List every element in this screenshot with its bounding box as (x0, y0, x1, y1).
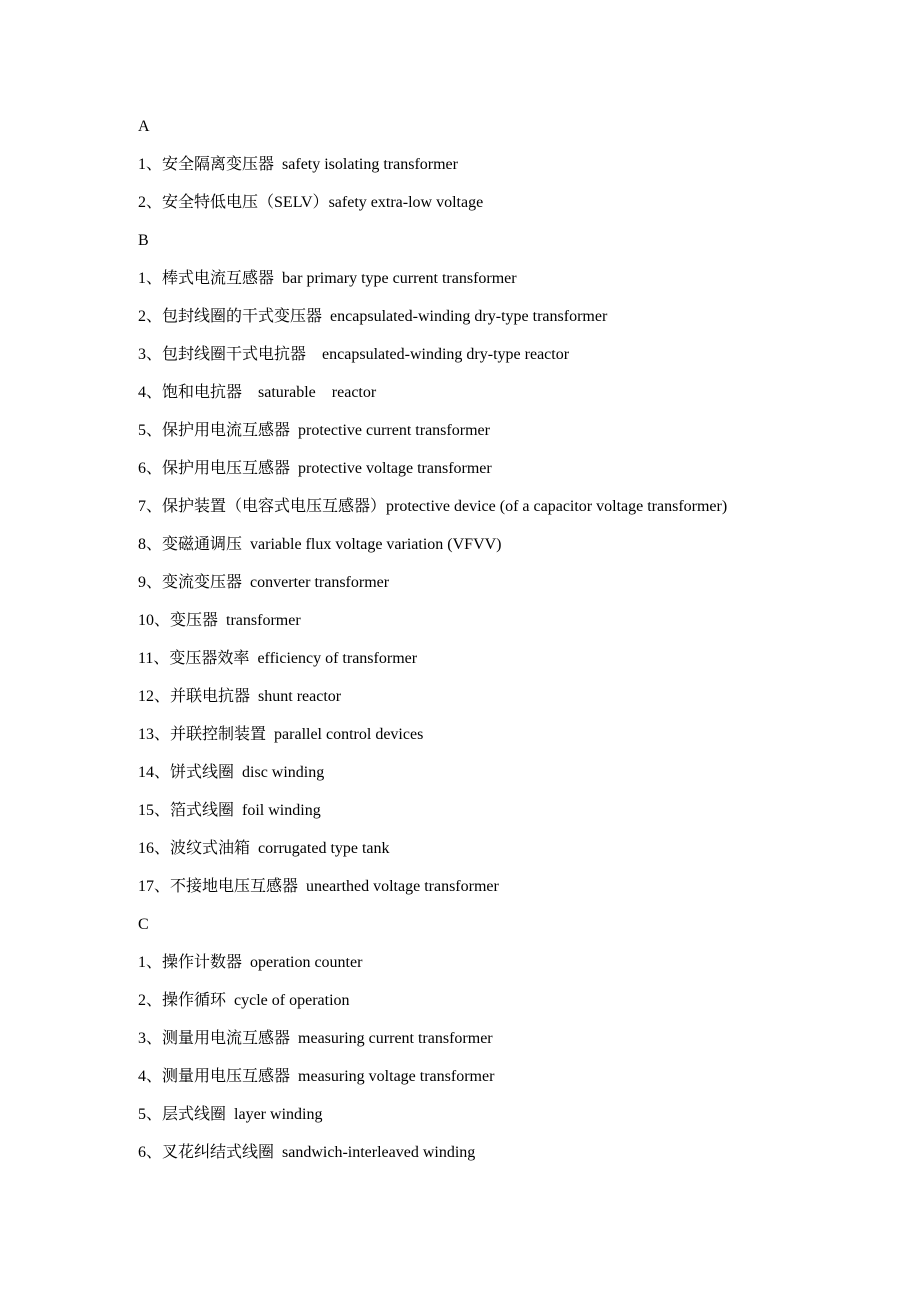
term-chinese: 饱和电抗器 (162, 384, 243, 401)
term-english: efficiency of transformer (257, 650, 418, 667)
term-row (138, 184, 860, 222)
term-row (138, 1096, 860, 1134)
term-row (138, 488, 860, 526)
term-number: 2、 (138, 992, 163, 1009)
term-row (138, 260, 860, 298)
term-number: 2、 (138, 308, 163, 325)
term-number: 13、 (138, 726, 171, 743)
term-separator (218, 612, 226, 629)
term-number: 5、 (138, 1106, 163, 1123)
term-english: protective voltage transformer (298, 460, 492, 477)
term-separator (234, 802, 242, 819)
term-row (138, 754, 860, 792)
term-chinese: 饼式线圈 (170, 764, 235, 781)
term-english: operation counter (250, 954, 363, 971)
term-chinese: 安全特低电压（SELV） (162, 194, 329, 211)
glossary-list (138, 108, 860, 1172)
term-number: 1、 (138, 156, 163, 173)
term-number: 1、 (138, 270, 163, 287)
term-separator (322, 308, 330, 325)
term-row (138, 1134, 860, 1172)
term-number: 1、 (138, 954, 163, 971)
term-chinese: 测量用电压互感器 (162, 1068, 291, 1085)
term-row (138, 716, 860, 754)
term-english: protective device (of a capacitor voltage transformer) (386, 498, 728, 515)
term-english: unearthed voltage transformer (306, 878, 499, 895)
term-english: cycle of operation (234, 992, 350, 1009)
term-separator (306, 346, 322, 363)
term-english: protective current transformer (298, 422, 490, 439)
term-row (138, 146, 860, 184)
term-row (138, 944, 860, 982)
term-english: shunt reactor (258, 688, 342, 705)
term-number: 10、 (138, 612, 171, 629)
term-english: corrugated type tank (258, 840, 390, 857)
term-number: 15、 (138, 802, 171, 819)
term-chinese: 包封线圈干式电抗器 (162, 346, 307, 363)
term-separator (290, 422, 298, 439)
term-number: 3、 (138, 1030, 163, 1047)
section-letter: B (138, 232, 149, 249)
term-separator (274, 156, 282, 173)
term-english: sandwich-interleaved winding (282, 1144, 476, 1161)
term-row (138, 1020, 860, 1058)
section-letter: C (138, 916, 149, 933)
term-chinese: 测量用电流互感器 (162, 1030, 291, 1047)
term-number: 17、 (138, 878, 171, 895)
term-separator (250, 840, 258, 857)
term-english: encapsulated-winding dry-type reactor (322, 346, 570, 363)
term-number: 7、 (138, 498, 163, 515)
term-english: encapsulated-winding dry-type transformer (330, 308, 608, 325)
term-row (138, 298, 860, 336)
term-number: 3、 (138, 346, 163, 363)
term-number: 11、 (138, 650, 170, 667)
term-separator (298, 878, 306, 895)
term-english: variable flux voltage variation (VFVV) (250, 536, 502, 553)
term-number: 8、 (138, 536, 163, 553)
term-chinese: 箔式线圈 (170, 802, 235, 819)
term-chinese: 保护装置（电容式电压互感器） (162, 498, 387, 515)
term-separator (290, 460, 298, 477)
term-chinese: 保护用电压互感器 (162, 460, 291, 477)
term-number: 9、 (138, 574, 163, 591)
term-english: disc winding (242, 764, 325, 781)
term-chinese: 安全隔离变压器 (162, 156, 275, 173)
term-english: converter transformer (250, 574, 390, 591)
term-english: parallel control devices (274, 726, 424, 743)
term-separator (234, 764, 242, 781)
term-row (138, 868, 860, 906)
term-number: 6、 (138, 1144, 163, 1161)
term-row (138, 412, 860, 450)
term-english: measuring voltage transformer (298, 1068, 495, 1085)
term-row (138, 564, 860, 602)
term-chinese: 变压器 (170, 612, 219, 629)
term-separator (226, 992, 234, 1009)
term-number: 4、 (138, 384, 163, 401)
term-english: safety isolating transformer (282, 156, 458, 173)
term-english: foil winding (242, 802, 321, 819)
term-separator (266, 726, 274, 743)
term-separator (242, 954, 250, 971)
term-number: 4、 (138, 1068, 163, 1085)
term-separator (290, 1030, 298, 1047)
term-row (138, 830, 860, 868)
term-number: 6、 (138, 460, 163, 477)
term-chinese: 层式线圈 (162, 1106, 227, 1123)
term-english: measuring current transformer (298, 1030, 493, 1047)
term-row (138, 678, 860, 716)
term-english: transformer (226, 612, 301, 629)
term-number: 16、 (138, 840, 171, 857)
term-row (138, 640, 860, 678)
term-chinese: 叉花纠结式线圈 (162, 1144, 275, 1161)
term-english: safety extra-low voltage (328, 194, 484, 211)
term-row (138, 450, 860, 488)
term-chinese: 保护用电流互感器 (162, 422, 291, 439)
term-chinese: 并联电抗器 (170, 688, 251, 705)
term-chinese: 棒式电流互感器 (162, 270, 275, 287)
term-chinese: 不接地电压互感器 (170, 878, 299, 895)
term-english: bar primary type current transformer (282, 270, 517, 287)
term-chinese: 包封线圈的干式变压器 (162, 308, 323, 325)
term-separator (250, 688, 258, 705)
term-chinese: 波纹式油箱 (170, 840, 251, 857)
term-row (138, 792, 860, 830)
term-separator (274, 270, 282, 287)
section-letter: A (138, 118, 150, 135)
term-chinese: 变流变压器 (162, 574, 243, 591)
term-row (138, 526, 860, 564)
term-chinese: 操作计数器 (162, 954, 243, 971)
term-row (138, 982, 860, 1020)
term-chinese: 变压器效率 (169, 650, 250, 667)
term-row (138, 602, 860, 640)
term-row (138, 336, 860, 374)
term-separator (274, 1144, 282, 1161)
term-number: 12、 (138, 688, 171, 705)
term-separator (242, 574, 250, 591)
term-english: layer winding (234, 1106, 323, 1123)
term-number: 2、 (138, 194, 163, 211)
term-chinese: 并联控制装置 (170, 726, 267, 743)
term-number: 5、 (138, 422, 163, 439)
term-separator (242, 384, 258, 401)
term-chinese: 操作循环 (162, 992, 227, 1009)
term-english: saturable reactor (258, 384, 377, 401)
term-row (138, 1058, 860, 1096)
term-number: 14、 (138, 764, 171, 781)
term-separator (242, 536, 250, 553)
term-separator (226, 1106, 234, 1123)
term-separator (290, 1068, 298, 1085)
term-row (138, 374, 860, 412)
term-chinese: 变磁通调压 (162, 536, 243, 553)
